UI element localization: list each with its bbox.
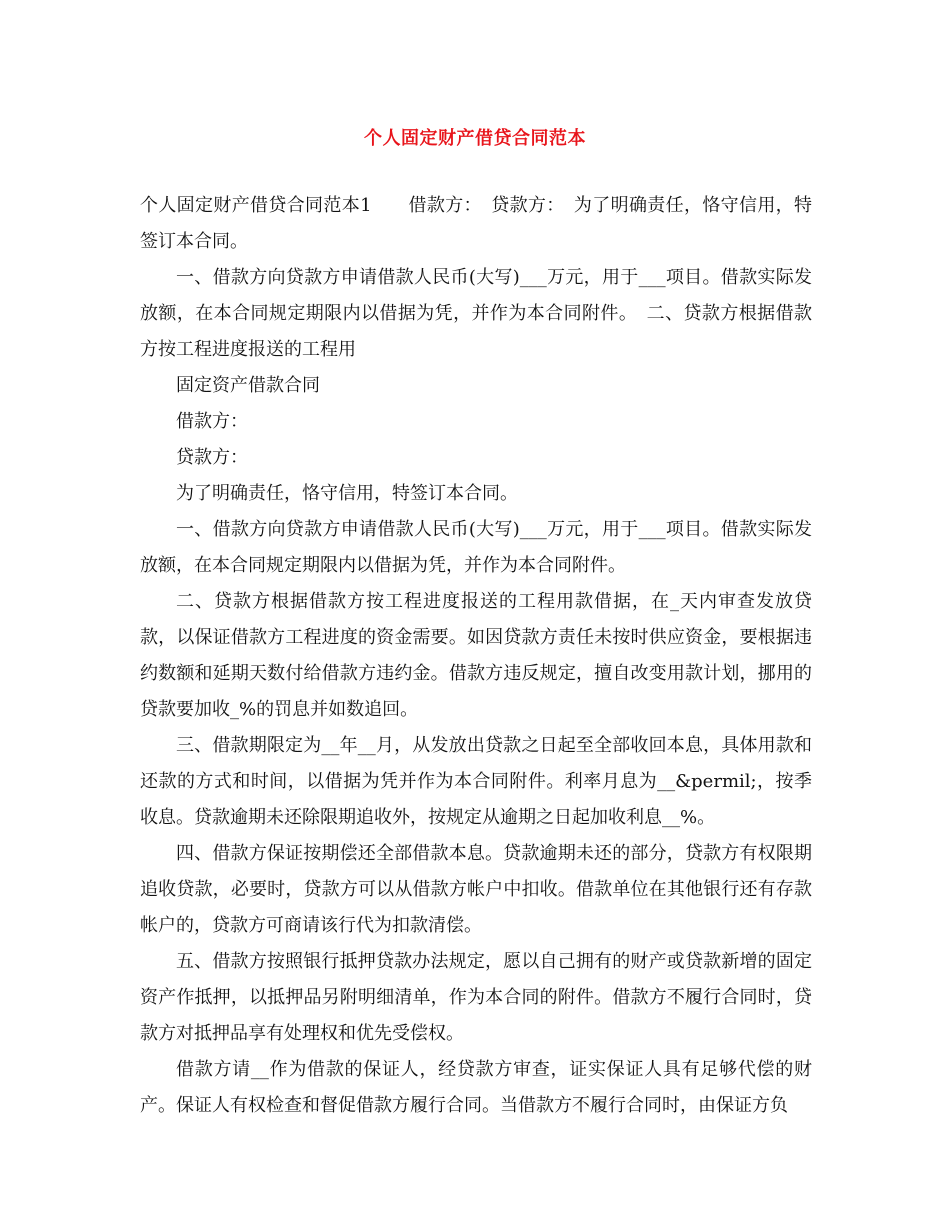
paragraph-borrower: 借款方： <box>176 411 248 432</box>
paragraph-guarantor: 借款方请__作为借款的保证人，经贷款方审查，证实保证人具有足够代偿的财产。保证人有权检查和督促借款方履行合同。当借款方不履行合同时，由保证方负 <box>140 1059 812 1116</box>
paragraph-clause-5: 五、借款方按照银行抵押贷款办法规定，愿以自己拥有的财产或贷款新增的固定资产作抵押，以抵押品另附明细清单，作为本合同的附件。借款方不履行合同时，贷款方对抵押品享有处理权和优先受偿权。 <box>140 951 812 1044</box>
paragraph-contract-heading: 固定资产借款合同 <box>176 375 320 396</box>
paragraph-lender: 贷款方： <box>176 447 248 468</box>
paragraph-clause-2: 二、贷款方根据借款方按工程进度报送的工程用款借据，在_天内审查发放贷款，以保证借款方工程进度的资金需要。如因贷款方责任未按时供应资金，要根据违约数额和延期天数付给借款方违约金。借款方违反规定，擅自改变用款计划，挪用的贷款要加收_%的罚息并如数追回。 <box>140 591 812 720</box>
paragraph-clause-4: 四、借款方保证按期偿还全部借款本息。贷款逾期未还的部分，贷款方有权限期追收贷款，必要时，贷款方可以从借款方帐户中扣收。借款单位在其他银行还有存款帐户的，贷款方可商请该行代为扣款清偿。 <box>140 843 812 936</box>
paragraph-clause-1: 一、借款方向贷款方申请借款人民币(大写)___万元，用于___项目。借款实际发放额，在本合同规定期限内以借据为凭，并作为本合同附件。 <box>140 519 812 576</box>
paragraph-clause-3: 三、借款期限定为__年__月，从发放出贷款之日起至全部收回本息，具体用款和还款的方式和时间，以借据为凭并作为本合同附件。利率月息为__&permil;，按季收息。贷款逾期未还除限期追收外，按规定从逾期之日起加收利息__%。 <box>140 735 812 828</box>
paragraph-clause-1-summary: 一、借款方向贷款方申请借款人民币(大写)___万元，用于___项目。借款实际发放额，在本合同规定期限内以借据为凭，并作为本合同附件。 二、贷款方根据借款方按工程进度报送的工程用 <box>140 267 812 360</box>
document-body <box>140 188 812 1124</box>
paragraph-intro: 个人固定财产借贷合同范本1 借款方： 贷款方： 为了明确责任，恪守信用，特签订本合同。 <box>140 195 812 252</box>
document-title: 个人固定财产借贷合同范本 <box>364 128 586 149</box>
paragraph-purpose: 为了明确责任，恪守信用，特签订本合同。 <box>176 483 518 504</box>
